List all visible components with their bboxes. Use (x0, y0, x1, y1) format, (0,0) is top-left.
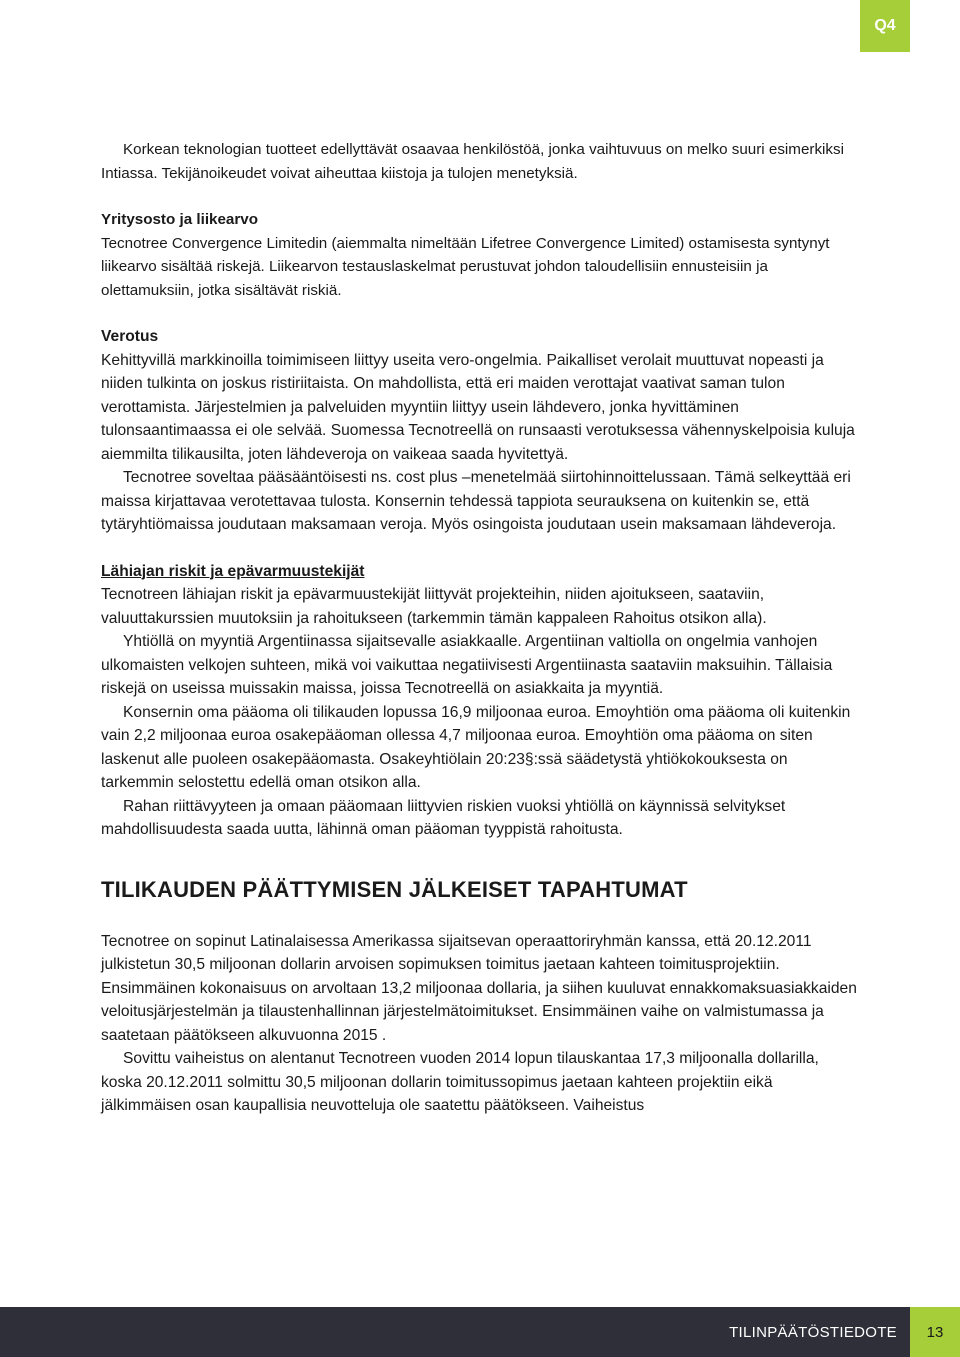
nearterm-paragraph-4: Rahan riittävyyteen ja omaan pääomaan liittyvien riskien vuoksi yhtiöllä on käynnissä selvitykset mahdollisuudesta saada uutta, lähinnä oman pääoman tyyppistä rahoitusta. (101, 797, 786, 838)
nearterm-paragraph-2: Yhtiöllä on myyntiä Argentiinassa sijaitsevalle asiakkaalle. Argentiinan valtiolla on ongelmia vanhojen ulkomaisten velkojen suhteen, mikä voi vaikuttaa negatiivisesti Argentiinasta saataviin maksuihin. Tällaisia riskejä on useissa muissakin maissa, joissa Tecnotreellä on asiakkaita ja myyntiä. (101, 633, 833, 697)
quarter-badge (860, 0, 910, 52)
footer-band (0, 1307, 960, 1357)
page-number: 13 (910, 1307, 960, 1357)
events-paragraph-1: Tecnotree on sopinut Latinalaisessa Amerikassa sijaitsevan operaattoriryhmän kanssa, että 20.12.2011 julkistetun 30,5 miljoonan dollarin arvoisen sopimuksen toimitus jaetaan kahteen toimitusprojektiin. Ensimmäinen kokonaisuus on arvoltaan 13,2 miljoonaa dollaria, ja siihen kuuluvat ennakkomaksuasiakkaiden veloitusjärjestelmän ja tilaustenhallinnan järjestelmätoimitukset. Ensimmäinen vaihe on valmistumassa ja saatetaan päätökseen alkuvuonna 2015 . (101, 932, 857, 1044)
footer-document-label: TILINPÄÄTÖSTIEDOTE (729, 1323, 897, 1341)
events-section-title: TILIKAUDEN PÄÄTTYMISEN JÄLKEISET TAPAHTUMAT (101, 876, 688, 902)
tax-paragraph-2: Tecnotree soveltaa pääsääntöisesti ns. cost plus –menetelmää siirtohinnoittelussaan. Tämä selkeyttää eri maissa kirjattavaa verotettavaa tulosta. Konsernin tehdessä tappiota seurauksena on kuitenkin se, että tytäryhtiömaissa joudutaan maksamaan veroja. Myös osingoista joudutaan usein maksamaan lähdeveroja. (101, 469, 851, 533)
tax-paragraph-1: Kehittyvillä markkinoilla toimimiseen liittyy useita vero-ongelmia. Paikalliset verolait muuttuvat nopeasti ja niiden tulkinta on joskus ristiriitaista. On mahdollista, että eri maiden verottajat vaativat saman tulon verottamista. Järjestelmien ja palveluiden myyntiin liittyy usein lähdevero, jonka hyvittäminen tulonsaantimaassa ei ole selvää. Suomessa Tecnotreellä on runsaasti verotuksessa vähennyskelpoisia kuluja aiemmilta tilikausilta, joten lähdeveroja on vaikeaa saada hyvitettyä. (101, 351, 855, 463)
quarter-badge-label: Q4 (874, 17, 896, 34)
goodwill-paragraph: Tecnotree Convergence Limitedin (aiemmalta nimeltään Lifetree Convergence Limited) ostamisesta syntynyt liikearvo sisältää riskejä. Liikearvon testauslaskelmat perustuvat johdon taloudellisiin ennusteisiin ja olettamuksiin, jotka sisältävät riskiä. (101, 234, 830, 299)
tax-heading: Verotus (101, 328, 159, 345)
nearterm-heading: Lähiajan riskit ja epävarmuustekijät (101, 562, 365, 580)
nearterm-paragraph-1: Tecnotreen lähiajan riskit ja epävarmuustekijät liittyvät projekteihin, niiden ajoitukseen, saataviin, valuuttakurssien muutoksiin ja rahoitukseen (tarkemmin tämän kappaleen Rahoitus otsikon alla). (101, 586, 767, 627)
intro-paragraph: Korkean teknologian tuotteet edellyttävät osaavaa henkilöstöä, jonka vaihtuvuus on melko suuri esimerkiksi Intiassa. Tekijänoikeudet voivat aiheuttaa kiistoja ja tulojen menetyksiä. (101, 141, 844, 182)
document-body (101, 138, 861, 1118)
goodwill-heading: Yritysosto ja liikearvo (101, 211, 259, 228)
events-paragraph-2: Sovittu vaiheistus on alentanut Tecnotreen vuoden 2014 lopun tilauskantaa 17,3 miljoonalla dollarilla, koska 20.12.2011 solmittu 30,5 miljoonan dollarin toimitussopimus jaetaan kahteen projektiin eikä jälkimmäisen osan kaupallisia neuvotteluja ole saatettu päätökseen. Vaiheistus (101, 1050, 819, 1114)
nearterm-paragraph-3: Konsernin oma pääoma oli tilikauden lopussa 16,9 miljoonaa euroa. Emoyhtiön oma pääoma oli kuitenkin vain 2,2 miljoonaa euroa osakepääoman ollessa 4,7 miljoonaa euroa. Emoyhtiön oma pääoma on siten laskenut alle puoleen osakepääomasta. Osakeyhtiölain 20:23§:ssä säädetystä yhtiökokouksesta on tarkemmin selostettu edellä oman otsikon alla. (101, 703, 851, 791)
